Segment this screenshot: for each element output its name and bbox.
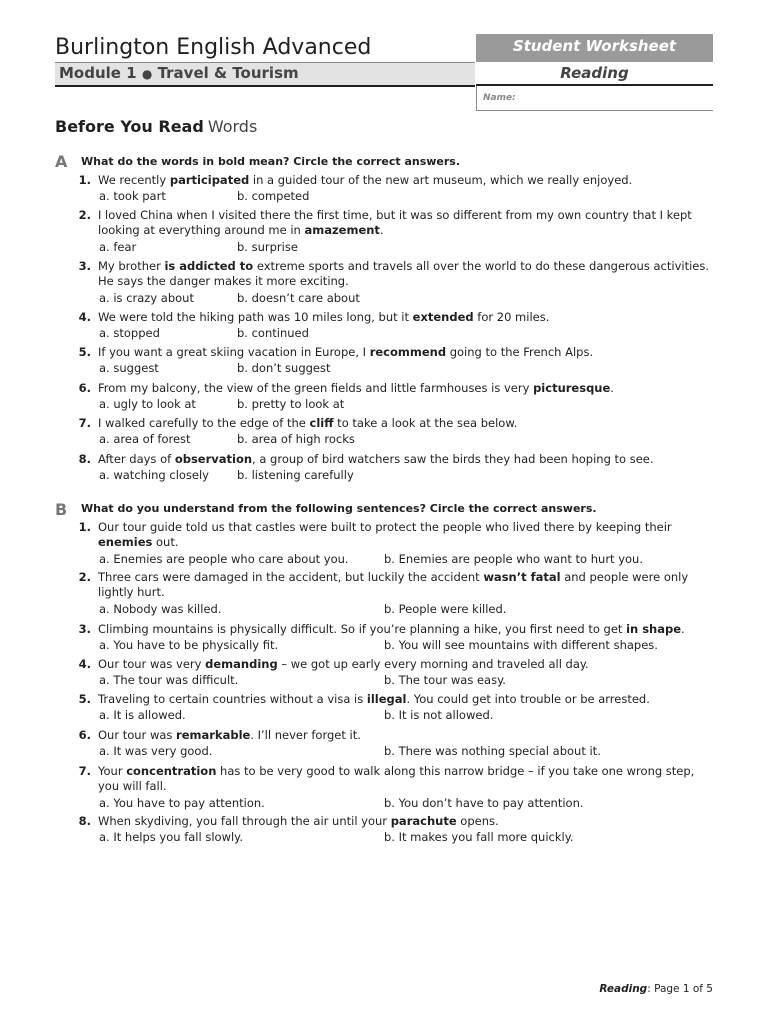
question-number: 2. — [78, 570, 91, 584]
section-title — [55, 117, 257, 137]
section-subtitle: Words — [207, 117, 258, 136]
answer-option-a[interactable]: a. It was very good. — [99, 744, 213, 758]
section-heading: Before You Read — [55, 117, 204, 136]
answer-option-b[interactable]: b. continued — [237, 326, 309, 340]
answer-option-a[interactable]: a. watching closely — [99, 468, 209, 482]
text-segment: , a group of bird watchers saw the birds they had been hoping to see. — [252, 452, 654, 466]
text-segment: When skydiving, you fall through the air until your — [98, 814, 391, 828]
text-segment: you will fall. — [98, 779, 167, 793]
question-text-continued — [98, 223, 384, 238]
answer-option-b[interactable]: b. doesn’t care about — [237, 291, 360, 305]
answer-option-a[interactable]: a. stopped — [99, 326, 160, 340]
bold-term: remarkable — [176, 728, 251, 742]
text-segment: has to be very good to walk along this narrow bridge – if you take one wrong step, — [216, 764, 695, 778]
question-text — [98, 764, 694, 779]
answer-option-b[interactable]: b. There was nothing special about it. — [384, 744, 601, 758]
question-number: 7. — [78, 416, 91, 430]
text-segment: After days of — [98, 452, 175, 466]
text-segment: going to the French Alps. — [446, 345, 594, 359]
question-number: 2. — [78, 208, 91, 222]
bold-term: picturesque — [533, 381, 611, 395]
question-text-continued — [98, 779, 167, 794]
answer-option-a[interactable]: a. fear — [99, 240, 137, 254]
question-number: 6. — [78, 728, 91, 742]
answer-option-a[interactable]: a. The tour was difficult. — [99, 673, 239, 687]
text-segment: and people were only — [560, 570, 689, 584]
text-segment: If you want a great skiing vacation in Europe, I — [98, 345, 370, 359]
bold-term: is addicted to — [164, 259, 254, 273]
bold-term: amazement — [304, 223, 380, 237]
part-a-instruction: What do the words in bold mean? Circle the correct answers. — [81, 155, 461, 168]
answer-option-b[interactable]: b. It is not allowed. — [384, 708, 494, 722]
text-segment: Our tour guide told us that castles were built to protect the people who lived there by keeping their — [98, 520, 672, 534]
question-text — [98, 452, 654, 467]
answer-option-b[interactable]: b. competed — [237, 189, 310, 203]
text-segment: From my balcony, the view of the green fields and little farmhouses is very — [98, 381, 534, 395]
answer-option-a[interactable]: a. Enemies are people who care about you. — [99, 552, 349, 566]
bold-term: recommend — [369, 345, 447, 359]
answer-option-b[interactable]: b. don’t suggest — [237, 361, 331, 375]
bold-term: participated — [169, 173, 250, 187]
question-text — [98, 692, 650, 707]
text-segment: I loved China when I visited there the first time, but it was so different from my own country that I kept — [98, 208, 692, 222]
question-text — [98, 570, 688, 585]
answer-option-a[interactable]: a. area of forest — [99, 432, 191, 446]
question-text-continued — [98, 535, 179, 550]
bold-term: wasn’t fatal — [483, 570, 561, 584]
answer-option-b[interactable]: b. People were killed. — [384, 602, 507, 616]
question-number: 3. — [78, 259, 91, 273]
text-segment: He says the danger makes it more exciting. — [98, 274, 349, 288]
answer-option-b[interactable]: b. The tour was easy. — [384, 673, 506, 687]
question-number: 8. — [78, 452, 91, 466]
page-footer — [599, 983, 713, 995]
bold-term: demanding — [205, 657, 278, 671]
text-segment: – we got up early every morning and traveled all day. — [277, 657, 589, 671]
student-worksheet-label: Student Worksheet — [512, 37, 677, 55]
text-segment: extreme sports and travels all over the world to do these dangerous activities. — [253, 259, 709, 273]
question-number: 4. — [78, 310, 91, 324]
answer-option-b[interactable]: b. listening carefully — [237, 468, 354, 482]
question-text — [98, 657, 589, 672]
question-number: 1. — [78, 520, 91, 534]
text-segment: . — [379, 223, 384, 237]
answer-option-a[interactable]: a. is crazy about — [99, 291, 194, 305]
bold-term: in shape — [626, 622, 682, 636]
answer-option-a[interactable]: a. You have to be physically fit. — [99, 638, 279, 652]
question-text-continued — [98, 274, 349, 289]
text-segment: opens. — [456, 814, 499, 828]
part-b-instruction: What do you understand from the following sentences? Circle the correct answers. — [81, 502, 597, 515]
bold-term: observation — [174, 452, 253, 466]
text-segment: Climbing mountains is physically difficult. So if you’re planning a hike, you first need to get — [98, 622, 627, 636]
question-text — [98, 622, 685, 637]
text-segment: for 20 miles. — [473, 310, 550, 324]
module-label — [59, 63, 299, 84]
answer-option-a[interactable]: a. suggest — [99, 361, 159, 375]
text-segment: out. — [152, 535, 179, 549]
question-number: 4. — [78, 657, 91, 671]
answer-option-a[interactable]: a. It is allowed. — [99, 708, 186, 722]
answer-option-b[interactable]: b. You don’t have to pay attention. — [384, 796, 584, 810]
answer-option-a[interactable]: a. ugly to look at — [99, 397, 196, 411]
bold-term: cliff — [309, 416, 334, 430]
answer-option-b[interactable]: b. You will see mountains with different shapes. — [384, 638, 658, 652]
question-number: 5. — [78, 692, 91, 706]
question-text — [98, 381, 614, 396]
question-text — [98, 173, 632, 188]
name-label: Name: — [483, 93, 516, 103]
answer-option-b[interactable]: b. It makes you fall more quickly. — [384, 830, 574, 844]
question-text — [98, 310, 549, 325]
answer-option-a[interactable]: a. Nobody was killed. — [99, 602, 222, 616]
question-text — [98, 814, 499, 829]
footer-skill: Reading — [599, 983, 648, 995]
answer-option-b[interactable]: b. Enemies are people who want to hurt you. — [384, 552, 643, 566]
text-segment: lightly hurt. — [98, 585, 165, 599]
text-segment: Three cars were damaged in the accident, but luckily the accident — [98, 570, 484, 584]
question-number: 7. — [78, 764, 91, 778]
text-segment: We were told the hiking path was 10 miles long, but it — [98, 310, 413, 324]
question-text — [98, 259, 709, 274]
text-segment: My brother — [98, 259, 165, 273]
part-b-letter: B — [55, 500, 68, 519]
footer-page-number: : Page 1 of 5 — [647, 983, 713, 995]
text-segment: to take a look at the sea below. — [333, 416, 518, 430]
text-segment: Our tour was very — [98, 657, 206, 671]
question-text — [98, 345, 593, 360]
text-segment: Your — [98, 764, 127, 778]
question-number: 8. — [78, 814, 91, 828]
question-text — [98, 728, 361, 743]
question-number: 6. — [78, 381, 91, 395]
bold-term: concentration — [126, 764, 217, 778]
answer-option-b[interactable]: b. pretty to look at — [237, 397, 345, 411]
question-text — [98, 208, 692, 223]
text-segment: . — [610, 381, 614, 395]
question-number: 3. — [78, 622, 91, 636]
text-segment: . You could get into trouble or be arrested. — [406, 692, 650, 706]
text-segment: We recently — [98, 173, 170, 187]
module-separator: ● — [141, 67, 153, 81]
bold-term: parachute — [390, 814, 457, 828]
module-topic: Travel & Tourism — [157, 64, 299, 82]
part-a-letter: A — [55, 152, 68, 171]
worksheet-title: Burlington English Advanced — [55, 35, 372, 60]
question-text-continued — [98, 585, 165, 600]
text-segment: . I’ll never forget it. — [250, 728, 361, 742]
bold-term: enemies — [98, 535, 153, 549]
text-segment: . — [681, 622, 685, 636]
question-number: 1. — [78, 173, 91, 187]
question-text — [98, 520, 672, 535]
question-number: 5. — [78, 345, 91, 359]
text-segment: Our tour was — [98, 728, 177, 742]
answer-option-a[interactable]: a. It helps you fall slowly. — [99, 830, 243, 844]
bold-term: illegal — [366, 692, 407, 706]
text-segment: I walked carefully to the edge of the — [98, 416, 310, 430]
text-segment: looking at everything around me in — [98, 223, 305, 237]
module-number: Module 1 — [59, 64, 137, 82]
skill-label: Reading — [560, 64, 629, 82]
bold-term: extended — [412, 310, 474, 324]
answer-option-b[interactable]: b. surprise — [237, 240, 298, 254]
question-text — [98, 416, 517, 431]
answer-option-b[interactable]: b. area of high rocks — [237, 432, 355, 446]
answer-option-a[interactable]: a. took part — [99, 189, 166, 203]
text-segment: in a guided tour of the new art museum, which we really enjoyed. — [249, 173, 633, 187]
answer-option-a[interactable]: a. You have to pay attention. — [99, 796, 265, 810]
text-segment: Traveling to certain countries without a visa is — [98, 692, 367, 706]
